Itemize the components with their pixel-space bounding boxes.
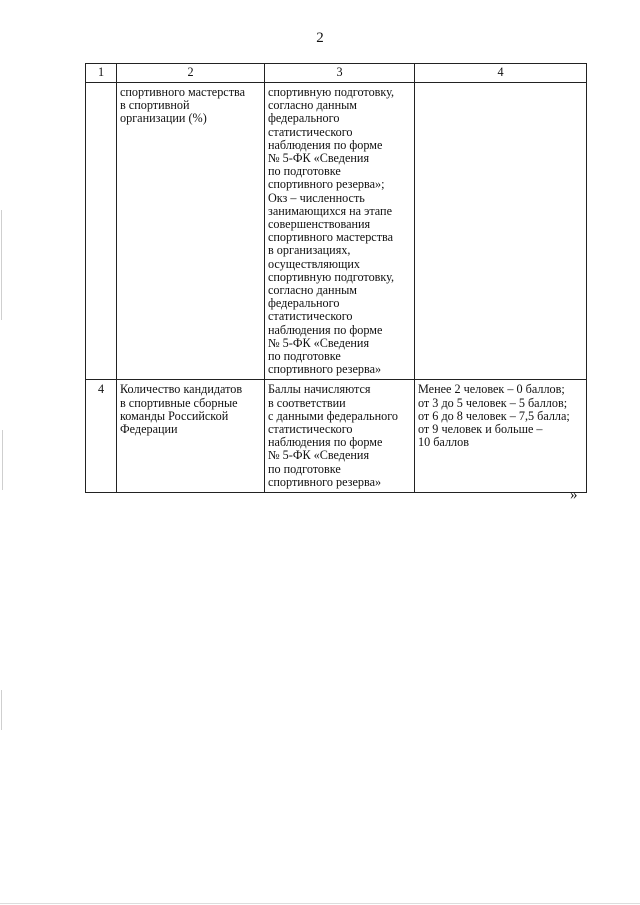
cell-text-line: № 5-ФК «Сведения — [268, 448, 370, 463]
cell-text-line: федерального — [268, 296, 340, 311]
cell-text-line: Количество кандидатов — [120, 382, 243, 397]
criteria-table — [85, 63, 587, 493]
cell-text-line: статистического — [268, 422, 353, 437]
table-cell-col4 — [415, 83, 587, 380]
cell-text-line: в спортивные сборные — [120, 395, 238, 410]
cell-text-line: от 6 до 8 человек – 7,5 балла; — [418, 408, 570, 423]
cell-text-line: спортивного резерва» — [268, 474, 382, 489]
scan-artifact — [2, 430, 3, 490]
cell-text-line: осуществляющих — [268, 256, 360, 271]
cell-text-line: Менее 2 человек – 0 баллов; — [418, 382, 565, 397]
table-header-row — [86, 64, 587, 83]
scan-artifact — [1, 690, 2, 730]
cell-text-line: организации (%) — [120, 111, 207, 126]
cell-text-line: согласно данным — [268, 98, 358, 113]
table-row — [86, 83, 587, 380]
cell-text-line: спортивного резерва» — [268, 362, 382, 377]
table-cell-col3 — [265, 380, 415, 493]
column-header: 3 — [265, 64, 415, 83]
cell-text-line: по подготовке — [268, 349, 341, 364]
cell-text-line: статистического — [268, 124, 353, 139]
table-cell-col4 — [415, 380, 587, 493]
cell-text-line: Федерации — [120, 422, 178, 437]
cell-text-line: № 5-ФК «Сведения — [268, 151, 370, 166]
cell-text-line: от 3 до 5 человек – 5 баллов; — [418, 395, 568, 410]
cell-text-line: совершенствования — [268, 217, 371, 232]
cell-text-line: № 5-ФК «Сведения — [268, 335, 370, 350]
cell-text-line: в соответствии — [268, 395, 346, 410]
row-number-cell: 4 — [86, 380, 117, 493]
cell-text-line: в организациях, — [268, 243, 351, 258]
cell-text-line: по подготовке — [268, 461, 341, 476]
scan-artifact — [1, 210, 2, 320]
cell-text-line: спортивную подготовку, — [268, 269, 395, 284]
cell-text-line: спортивного мастерства — [268, 230, 394, 245]
cell-text-line: спортивного резерва»; — [268, 177, 385, 192]
row-number-cell — [86, 83, 117, 380]
cell-text-line: спортивного мастерства — [120, 85, 246, 99]
table-cell-col2 — [117, 380, 265, 493]
cell-text-line: наблюдения по форме — [268, 435, 383, 450]
cell-text-line: занимающихся на этапе — [268, 203, 392, 218]
cell-text-line: согласно данным — [268, 283, 358, 298]
page-number: 2 — [316, 30, 324, 46]
cell-text-line: с данными федерального — [268, 408, 398, 423]
cell-text-line: федерального — [268, 111, 340, 126]
cell-text-line: Окз – численность — [268, 190, 365, 205]
closing-quote-mark: » — [570, 487, 578, 503]
table-cell-col3 — [265, 83, 415, 380]
cell-text-line: наблюдения по форме — [268, 322, 383, 337]
cell-text-line: в спортивной — [120, 98, 190, 113]
column-header: 2 — [117, 64, 265, 83]
cell-text-line: наблюдения по форме — [268, 137, 383, 152]
table-row — [86, 380, 587, 493]
cell-text-line: статистического — [268, 309, 353, 324]
column-header: 1 — [86, 64, 117, 83]
cell-text-line: по подготовке — [268, 164, 341, 179]
cell-text-line: 10 баллов — [418, 435, 469, 450]
column-header: 4 — [415, 64, 587, 83]
cell-text-line: команды Российской — [120, 408, 229, 423]
cell-text-line: Баллы начисляются — [268, 382, 371, 397]
cell-text-line: спортивную подготовку, — [268, 85, 395, 99]
cell-text-line: от 9 человек и больше – — [418, 422, 543, 437]
table-cell-col2 — [117, 83, 265, 380]
scan-artifact — [0, 903, 640, 904]
